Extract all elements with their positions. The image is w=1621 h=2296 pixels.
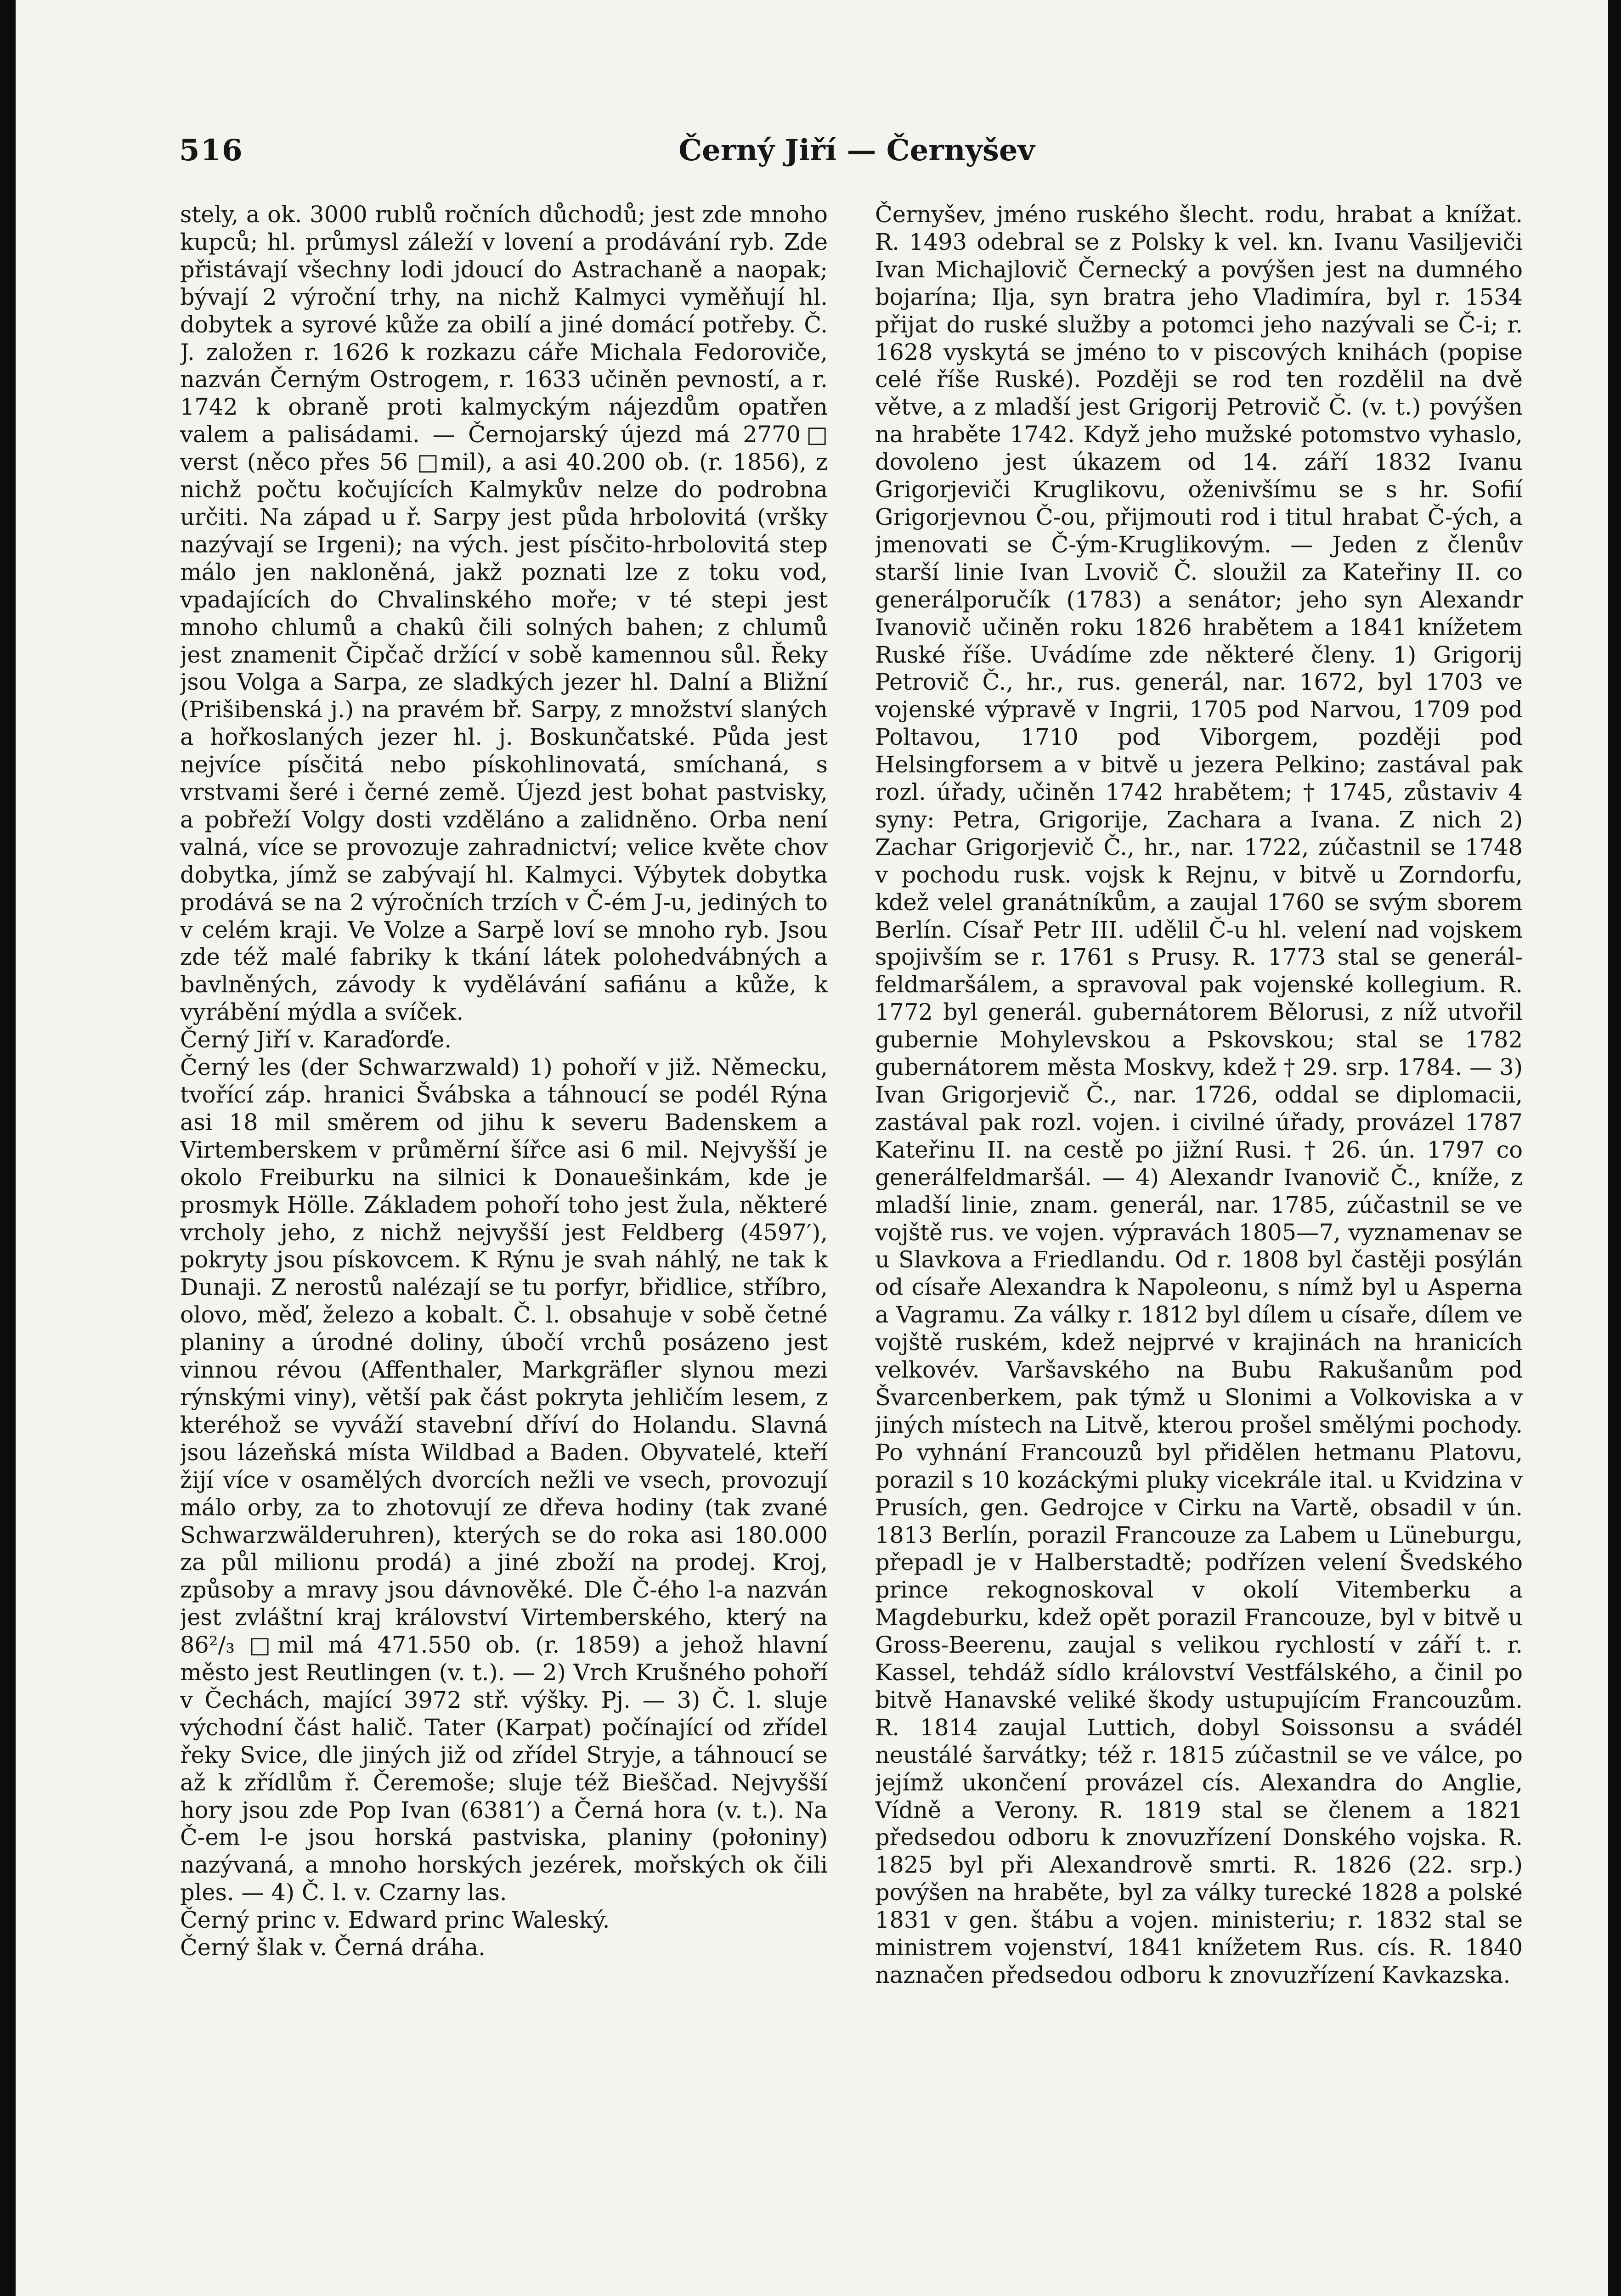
entry-cerny-slak: Černý šlak v. Černá dráha. bbox=[180, 1934, 486, 1961]
entry-cerny-jar-continued: stely, a ok. 3000 rublů ročních důchodů; jest zde mnoho kupců; hl. průmysl záleží v lovení a prodávání ryb. Zde přistávají všechny lodi jdoucí do Astrachaně a naopak; bývají 2 výroční trhy, na nichž Kalmyci vyměňují hl. dobytek a syrové kůže za obilí a jiné domácí potřeby. Č. J. založen r. 1626 k rozkazu cáře Michala Fedoroviče, nazván Černým Ostrogem, r. 1633 učiněn pevností, a r. 1742 k obraně proti kalmyckým nájezdům opatřen valem a palisádami. — Černojarský újezd má 2770□ verst (něco přes 56 □mil), a asi 40.200 ob. (r. 1856), z nichž počtu kočujících Kalmykův nelze do podrobna určiti. Na západ u ř. Sarpy jest půda hrbolovitá (vršky nazývají se Irgeni); na vých. jest písčito-hrbolovitá step málo jen nakloněná, jakž poznati lze z toku vod, vpadajících do Chvalinského moře; v té stepi jest mnoho chlumů a chakû čili solných bahen; z chlumů jest znamenit Čipčač držící v sobě kamennou sůl. Řeky jsou Volga a Sarpa, ze sladkých jezer hl. Dalní a Bližní (Prišibenská j.) na pravém bř. Sarpy, z množství slaných a hořkoslaných jezer hl. j. Boskunčatské. Půda jest nejvíce písčitá nebo pískohlinovatá, smíchaná, s vrstvami šeré i černé země. Újezd jest bohat pastvisky, a pobřeží Volgy dosti vzděláno a zalidněno. Orba není valná, více se provozuje zahradnictví; velice květe chov dobytka, jímž se zabývají hl. Kalmyci. Výbytek dobytka prodává se na 2 výročních trzích v Č-ém J-u, jediných to v celém kraji. Ve Volze a Sarpě loví se mnoho ryb. Jsou zde též malé fabriky k tkání látek polohedvábných a bavlněných, závody k vydělávání safiánu a kůže, k vyrábění mýdla a svíček. bbox=[180, 201, 828, 1026]
running-title: Černý Jiří — Černyšev bbox=[678, 133, 1035, 168]
entry-cerny-jiri: Černý Jiří v. Karaďorďe. bbox=[180, 1026, 452, 1053]
entry-cernysev: Černyšev, jméno ruského šlecht. rodu, hrabat a knížat. R. 1493 odebral se z Polsky k vel. kn. Ivanu Vasiljeviči Ivan Michajlovič Černecký a povýšen jest na dumného bojarína; Ilja, syn bratra jeho Vladimíra, byl r. 1534 přijat do ruské služby a potomci jeho nazývali se Č-i; r. 1628 vyskytá se jméno to v piscových knihách (popise celé říše Ruské). Později se rod ten rozdělil na dvě větve, a z mladší jest Grigorij Petrovič Č. (v. t.) povýšen na hraběte 1742. Když jeho mužské potomstvo vyhaslo, dovoleno jest úkazem od 14. září 1832 Ivanu Grigorjeviči Kruglikovu, oženivšímu se s hr. Sofií Grigorjevnou Č-ou, přijmouti rod i titul hrabat Č-ých, a jmenovati se Č-ým-Kruglikovým. — Jeden z členův starší linie Ivan Lvovič Č. sloužil za Kateřiny II. co generálporučík (1783) a senátor; jeho syn Alexandr Ivanovič učiněn roku 1826 hrabětem a 1841 knížetem Ruské říše. Uvádíme zde některé členy. 1) Grigorij Petrovič Č., hr., rus. generál, nar. 1672, byl 1703 ve vojenské výpravě v Ingrii, 1705 pod Narvou, 1709 pod Poltavou, 1710 pod Viborgem, později pod Helsingforsem a v bitvě u jezera Pelkino; zastával pak rozl. úřady, učiněn 1742 hrabětem; † 1745, zůstaviv 4 syny: Petra, Grigorije, Zachara a Ivana. Z nich 2) Zachar Grigorjevič Č., hr., nar. 1722, zúčastnil se 1748 v pochodu rusk. vojsk k Rejnu, v bitvě u Zorndorfu, kdež velel granátníkům, a zaujal 1760 se svým sborem Berlín. Císař Petr III. udělil Č-u hl. velení nad vojskem spojivším se r. 1761 s Prusy. R. 1773 stal se generál-feldmaršálem, a spravoval pak vojenské kollegium. R. 1772 byl generál. gubernátorem Bělorusi, z níž utvořil gubernie Mohylevskou a Pskovskou; stal se 1782 gubernátorem města Moskvy, kdež † 29. srp. 1784. — 3) Ivan Grigorjevič Č., nar. 1726, oddal se diplomacii, zastával pak rozl. vojen. i civilné úřady, provázel 1787 Kateřinu II. na cestě po jižní Rusi. † 26. ún. 1797 co generálfeldmaršál. — 4) Alexandr Ivanovič Č., kníže, z mladší linie, znam. generál, nar. 1785, zúčastnil se ve vojště rus. ve vojen. výpravách 1805—7, vyznamenav se u Slavkova a Friedlandu. Od r. 1808 byl častěji posýlán od císaře Alexandra k Napoleonu, s nímž byl u Asperna a Vagramu. Za války r. 1812 byl dílem u císaře, dílem ve vojště ruském, kdež nejprvé v krajinách na hranicích velkovév. Varšavského na Bubu Rakušanům pod Švarcenberkem, pak týmž u Slonimi a Volkoviska a v jiných místech na Litvě, kterou prošel smělými pochody. Po vyhnání Francouzů byl přidělen hetmanu Platovu, porazil s 10 kozáckými pluky vicekrále ital. u Kvidzina v Prusích, gen. Gedrojce v Cirku na Vartě, obsadil v ún. 1813 Berlín, porazil Francouze za Labem u Lüneburgu, přepadl je v Halberstadtě; podřízen velení Švedského prince rekognoskoval v okolí Vitemberku a Magdeburku, kdež opět porazil Francouze, byl v bitvě u Gross-Beerenu, zaujal s velikou rychlostí v září t. r. Kassel, tehdáž sídlo království Vestfálského, a činil po bitvě Hanavské veliké škody ustupujícím Francouzům. R. 1814 zaujal Luttich, dobyl Soissonsu a svádél neustálé šarvátky; též r. 1815 zúčastnil se ve válce, po jejímž ukončení provázel cís. Alexandra do Anglie, Vídně a Verony. R. 1819 stal se členem a 1821 předsedou odboru k znovuzřízení Donského vojska. R. 1825 byl při Alexandrově smrti. R. 1826 (22. srp.) povýšen na hraběte, byl za války turecké 1828 a polské 1831 v gen. štábu a vojen. ministeriu; r. 1832 stal se ministrem vojenství, 1841 knížetem Rus. cís. R. 1840 naznačen předsedou odboru k znovuzřízení Kavkazska. bbox=[875, 201, 1523, 1988]
entry-cerny-princ: Černý princ v. Edward princ Waleský. bbox=[180, 1907, 610, 1934]
scan-border-right bbox=[1608, 0, 1621, 2296]
page-header bbox=[179, 133, 1534, 174]
right-column bbox=[875, 201, 1523, 2296]
page-number: 516 bbox=[179, 133, 243, 168]
left-column bbox=[180, 201, 828, 2296]
entry-cerny-les: Černý les (der Schwarzwald) 1) pohoří v již. Německu, tvořící záp. hranici Švábska a táhnoucí se podél Rýna asi 18 mil směrem od jihu k severu Badenskem a Virtemberskem v průměrní šířce asi 6 mil. Nejvyšší je okolo Freiburku na silnici k Donauešinkám, kde je prosmyk Hölle. Základem pohoří toho jest žula, některé vrcholy jeho, z nichž nejvyšší jest Feldberg (4597′), pokryty jsou pískovcem. K Rýnu je svah náhlý, ne tak k Dunaji. Z nerostů nalézají se tu porfyr, břidlice, stříbro, olovo, měď, železo a kobalt. Č. l. obsahuje v sobě četné planiny a úrodné doliny, úbočí vrchů posázeno jest vinnou révou (Affenthaler, Markgräfler slynou mezi rýnskými viny), větší pak část pokryta jehličím lesem, z kteréhož se vyváží stavební dříví do Holandu. Slavná jsou lázeňská místa Wildbad a Baden. Obyvatelé, kteří žijí více v osamělých dvorcích nežli ve vsech, provozují málo orby, za to zhotovují ze dřeva hodiny (tak zvané Schwarzwälderuhren), kterých se do roka asi 180.000 za půl milionu prodá) a jiné zboží na prodej. Kroj, způsoby a mravy jsou dávnověké. Dle Č-ého l-a nazván jest zvláštní kraj království Virtemberského, který na 86²/₃ □mil má 471.550 ob. (r. 1859) a jehož hlavní město jest Reutlingen (v. t.). — 2) Vrch Krušného pohoří v Čechách, mající 3972 stř. výšky. Pj. — 3) Č. l. sluje východní část halič. Tater (Karpat) počínající od zřídel řeky Svice, dle jiných již od zřídel Stryje, a táhnoucí se až k zřídlům ř. Čeremoše; sluje též Bieščad. Nejvyšší hory jsou zde Pop Ivan (6381′) a Černá hora (v. t.). Na Č-em l-e jsou horská pastviska, planiny (połoniny) nazývaná, a mnoho horských jezérek, mořských ok čili ples. — 4) Č. l. v. Czarny las. bbox=[180, 1054, 828, 1906]
scan-border-left bbox=[0, 0, 16, 2296]
